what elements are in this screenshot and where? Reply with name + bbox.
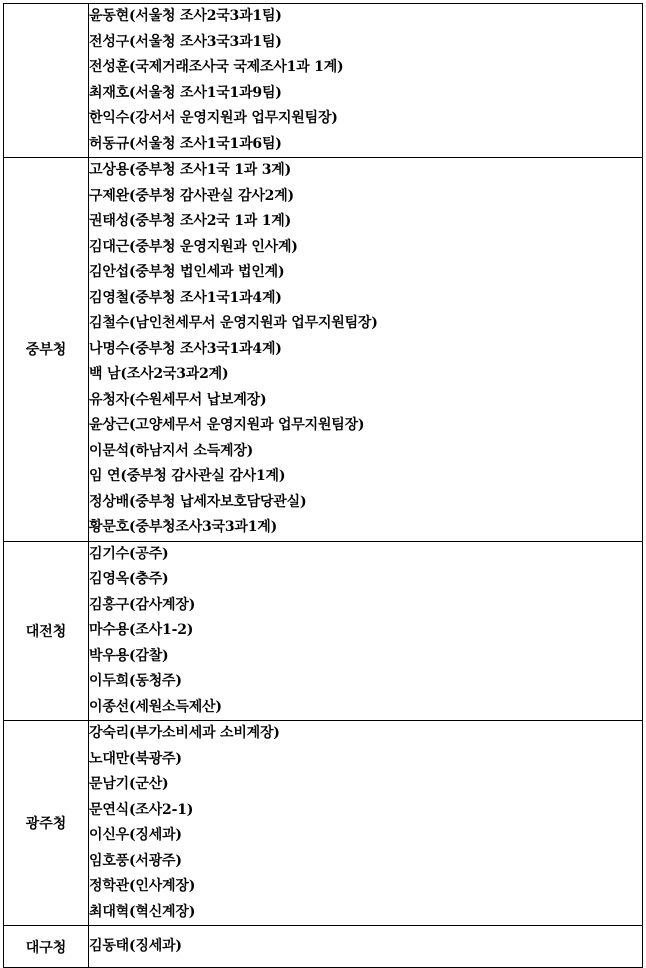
- staff-entry: 임 연(중부청 감사관실 감사1계): [89, 468, 286, 484]
- staff-entry: 문연식(조사2-1): [89, 801, 194, 818]
- staff-entry: 이문석(하남지서 소득계장): [89, 442, 254, 459]
- office-name-cell: 대전청: [4, 541, 89, 721]
- office-name-cell: 대구청: [4, 926, 89, 968]
- staff-entry: 임호풍(서광주): [89, 852, 182, 869]
- staff-entry: 김안섭(중부청 법인세과 법인계): [89, 264, 285, 280]
- staff-entry: 구제완(중부청 감사관실 감사2계): [89, 187, 294, 204]
- staff-entry: 백 남(조사2국3과2계): [89, 366, 229, 382]
- staff-entry: 한익수(강서서 운영지원과 업무지원팀장): [89, 110, 338, 126]
- staff-entry: 고상용(중부청 조사1국 1과 3계): [89, 162, 292, 178]
- staff-entry: 김영철(중부청 조사1국1과4계): [89, 289, 282, 306]
- office-group-row: [4, 4, 643, 158]
- staff-entry: 허동규(서울청 조사1국1과6팀): [89, 135, 282, 152]
- staff-list-cell: [89, 541, 643, 721]
- staff-entry: 최대혁(혁신계장): [89, 903, 196, 920]
- staff-entry: 김영옥(충주): [89, 571, 169, 587]
- staff-entry: 김철수(남인천세무서 운영지원과 업무지원팀장): [89, 315, 378, 331]
- staff-entry: 최재호(서울청 조사1국1과9팀): [89, 84, 282, 101]
- staff-entry: 이종선(세원소득제산): [89, 698, 222, 715]
- office-group-row: [4, 541, 643, 721]
- office-group-row: [4, 721, 643, 926]
- staff-entry: 윤상근(고양세무서 운영지원과 업무지원팀장): [89, 417, 365, 433]
- office-name-cell: 중부청: [4, 158, 89, 542]
- staff-entry: 김홍구(감사계장): [89, 596, 196, 613]
- staff-entry: 마수용(조사1-2): [89, 622, 194, 638]
- staff-entry: 정학관(인사계장): [89, 878, 196, 894]
- staff-list-cell: [89, 158, 643, 542]
- staff-entry: 전성훈(국제거래조사국 국제조사1과 1계): [89, 59, 344, 75]
- staff-entry: 강숙리(부가소비세과 소비계장): [89, 725, 280, 741]
- staff-entry: 윤동현(서울청 조사2국3과1팀): [89, 8, 282, 24]
- staff-entry: 유청자(수원세무서 납보계장): [89, 391, 267, 408]
- staff-entry: 김동태(징세과): [89, 937, 182, 954]
- staff-entry: 김대근(중부청 운영지원과 인사계): [89, 238, 298, 255]
- staff-entry: 권태성(중부청 조사2국 1과 1계): [89, 213, 292, 229]
- staff-entry: 정상배(중부청 납세자보호담당관실): [89, 493, 307, 510]
- office-name-cell: [4, 4, 89, 158]
- staff-entry: 이두희(동청주): [89, 673, 182, 689]
- staff-entry: 황문호(중부청조사3국3과1계): [89, 519, 278, 535]
- roster-table: [3, 3, 643, 968]
- staff-list-cell: [89, 4, 643, 158]
- staff-list-cell: [89, 721, 643, 926]
- staff-entry: 전성구(서울청 조사3국3과1팀): [89, 33, 282, 50]
- staff-entry: 문남기(군산): [89, 776, 169, 792]
- staff-entry: 이신우(징세과): [89, 827, 182, 843]
- staff-list-cell: [89, 926, 643, 968]
- office-name-cell: 광주청: [4, 721, 89, 926]
- office-group-row: [4, 158, 643, 542]
- staff-entry: 노대만(북광주): [89, 750, 182, 767]
- staff-entry: 김기수(공주): [89, 545, 169, 562]
- roster-body: [4, 4, 643, 968]
- staff-entry: 박우용(감찰): [89, 647, 169, 664]
- office-group-row: [4, 926, 643, 968]
- staff-entry: 나명수(중부청 조사3국1과4계): [89, 340, 282, 357]
